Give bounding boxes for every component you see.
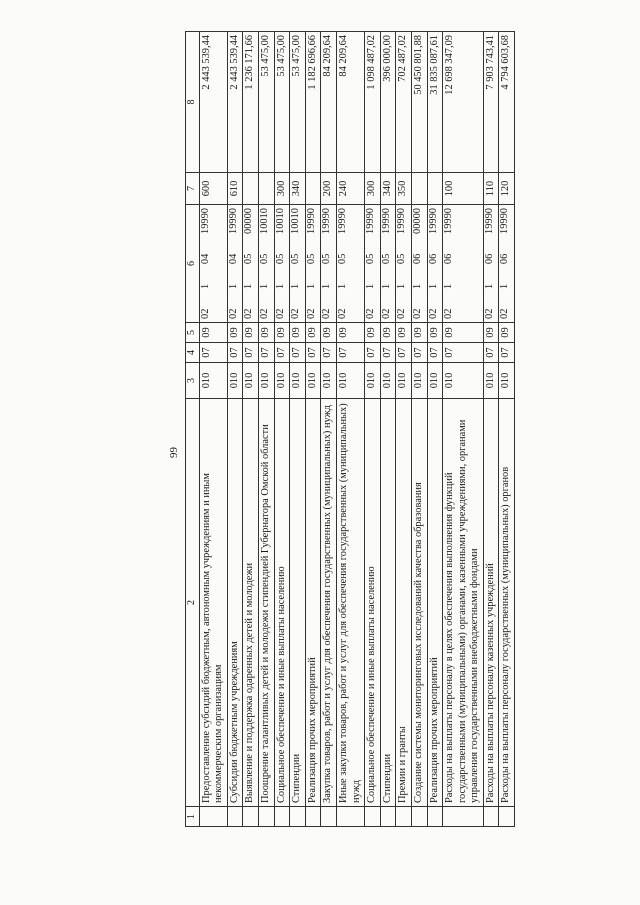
subsection-code-cell: 09: [443, 323, 484, 343]
target-article-part: 19990: [365, 208, 377, 234]
table-row: [243, 32, 259, 827]
target-article-part: 02: [290, 308, 302, 319]
section-code-cell: 07: [243, 343, 259, 363]
target-article-part: 02: [427, 308, 439, 319]
row-number-cell: [483, 807, 499, 827]
amount-cell: 7 903 743,41: [483, 32, 499, 173]
target-article-cell: [199, 205, 227, 323]
department-code-cell: 010: [305, 363, 321, 399]
target-article-cell: [321, 205, 337, 323]
header-cell: 3: [186, 363, 200, 399]
target-article-part: 1: [427, 283, 439, 289]
department-code-cell: 010: [396, 363, 412, 399]
target-article-part: 1: [290, 283, 302, 289]
row-number-cell: [258, 807, 274, 827]
section-code-cell: 07: [443, 343, 484, 363]
target-article-parts: [484, 205, 497, 322]
target-article-parts: [381, 205, 394, 322]
row-number-cell: [499, 807, 515, 827]
target-article-cell: [380, 205, 396, 323]
target-article-cell: [305, 205, 321, 323]
table-row: [396, 32, 412, 827]
section-code-cell: 07: [365, 343, 381, 363]
target-article-part: 1: [411, 283, 423, 289]
subsection-code-cell: 09: [396, 323, 412, 343]
target-article-part: 19990: [443, 208, 455, 234]
table-row: [427, 32, 443, 827]
expense-type-cell: 600: [199, 173, 227, 205]
target-article-part: 1: [336, 283, 348, 289]
row-number-cell: [243, 807, 259, 827]
table-row: [499, 32, 515, 827]
target-article-parts: [337, 205, 350, 322]
target-article-part: 1: [243, 283, 255, 289]
target-article-parts: [228, 205, 241, 322]
section-code-cell: 07: [305, 343, 321, 363]
target-article-part: 02: [499, 308, 511, 319]
target-article-part: 1: [365, 283, 377, 289]
row-number-cell: [443, 807, 484, 827]
expense-type-cell: 340: [290, 173, 306, 205]
target-article-part: 06: [483, 253, 495, 265]
row-number-cell: [321, 807, 337, 827]
subsection-code-cell: 09: [365, 323, 381, 343]
target-article-part: 19990: [321, 208, 333, 234]
amount-cell: 84 209,64: [321, 32, 337, 173]
department-code-cell: 010: [290, 363, 306, 399]
target-article-part: 02: [396, 308, 408, 319]
target-article-cell: [258, 205, 274, 323]
target-article-parts: [275, 205, 288, 322]
item-name-cell: Создание системы мониторинговых исследований качества образования: [411, 399, 427, 807]
expense-type-cell: 110: [483, 173, 499, 205]
target-article-part: 04: [227, 253, 239, 265]
table-row: [199, 32, 227, 827]
department-code-cell: 010: [443, 363, 484, 399]
section-code-cell: 07: [396, 343, 412, 363]
target-article-part: 19990: [483, 208, 495, 234]
target-article-parts: [499, 205, 512, 322]
target-article-part: 19990: [380, 208, 392, 234]
subsection-code-cell: 09: [411, 323, 427, 343]
amount-cell: 50 450 801,88: [411, 32, 427, 173]
item-name-cell: Расходы на выплаты персоналу казенных учреждений: [483, 399, 499, 807]
target-article-part: 10010: [290, 208, 302, 234]
table-row: [365, 32, 381, 827]
target-article-cell: [336, 205, 364, 323]
item-name-cell: Реализация прочих мероприятий: [305, 399, 321, 807]
target-article-parts: [443, 205, 456, 322]
header-cell: 7: [186, 173, 200, 205]
target-article-parts: [290, 205, 303, 322]
department-code-cell: 010: [199, 363, 227, 399]
item-name-cell: Расходы на выплаты персоналу в целях обеспечения выполнения функций государственными (муниципальными) органами, казенными учреждениями, органами управления государственными внебюджетными фондами: [443, 399, 484, 807]
table-row: [321, 32, 337, 827]
section-code-cell: 07: [321, 343, 337, 363]
target-article-part: 02: [380, 308, 392, 319]
expense-type-cell: 300: [274, 173, 290, 205]
amount-cell: 2 443 539,44: [199, 32, 227, 173]
target-article-part: 1: [258, 283, 270, 289]
row-number-cell: [336, 807, 364, 827]
subsection-code-cell: 09: [199, 323, 227, 343]
row-number-cell: [427, 807, 443, 827]
item-name-cell: Социальное обеспечение и иные выплаты населению: [274, 399, 290, 807]
target-article-part: 04: [199, 253, 211, 265]
department-code-cell: 010: [427, 363, 443, 399]
section-code-cell: 07: [227, 343, 243, 363]
item-name-cell: Поощрение талантливых детей и молодежи стипендией Губернатора Омской области: [258, 399, 274, 807]
target-article-part: 00000: [411, 208, 423, 234]
subsection-code-cell: 09: [227, 323, 243, 343]
target-article-part: 19990: [499, 208, 511, 234]
department-code-cell: 010: [321, 363, 337, 399]
item-name-cell: Выявление и поддержка одаренных детей и молодежи: [243, 399, 259, 807]
department-code-cell: 010: [380, 363, 396, 399]
target-article-cell: [365, 205, 381, 323]
section-code-cell: 07: [336, 343, 364, 363]
target-article-part: 02: [258, 308, 270, 319]
target-article-part: 1: [380, 283, 392, 289]
subsection-code-cell: 09: [427, 323, 443, 343]
header-cell: 8: [186, 32, 200, 173]
target-article-parts: [259, 205, 272, 322]
target-article-cell: [499, 205, 515, 323]
expense-type-cell: 100: [443, 173, 484, 205]
section-code-cell: 07: [258, 343, 274, 363]
subsection-code-cell: 09: [243, 323, 259, 343]
section-code-cell: 07: [274, 343, 290, 363]
row-number-cell: [290, 807, 306, 827]
target-article-part: 00000: [243, 208, 255, 234]
expense-type-cell: [305, 173, 321, 205]
target-article-parts: [365, 205, 378, 322]
target-article-cell: [427, 205, 443, 323]
item-name-cell: Предоставление субсидий бюджетным, автономным учреждениям и иным некоммерческим организациям: [199, 399, 227, 807]
target-article-part: 06: [443, 253, 455, 265]
header-row: [186, 32, 200, 827]
department-code-cell: 010: [274, 363, 290, 399]
table-row: [274, 32, 290, 827]
target-article-part: 1: [396, 283, 408, 289]
target-article-part: 02: [365, 308, 377, 319]
amount-cell: 53 475,00: [290, 32, 306, 173]
department-code-cell: 010: [365, 363, 381, 399]
target-article-cell: [443, 205, 484, 323]
department-code-cell: 010: [227, 363, 243, 399]
item-name-cell: Расходы на выплаты персоналу государственных (муниципальных) органов: [499, 399, 515, 807]
department-code-cell: 010: [336, 363, 364, 399]
expense-type-cell: 340: [380, 173, 396, 205]
target-article-part: 19990: [336, 208, 348, 234]
target-article-part: 06: [411, 253, 423, 265]
table-row: [380, 32, 396, 827]
target-article-parts: [412, 205, 425, 322]
header-cell: 2: [186, 399, 200, 807]
amount-cell: 1 098 487,02: [365, 32, 381, 173]
item-name-cell: Стипендии: [380, 399, 396, 807]
target-article-part: 02: [321, 308, 333, 319]
subsection-code-cell: 09: [305, 323, 321, 343]
expense-type-cell: 120: [499, 173, 515, 205]
target-article-part: 19990: [396, 208, 408, 234]
section-code-cell: 07: [290, 343, 306, 363]
subsection-code-cell: 09: [336, 323, 364, 343]
amount-cell: 4 794 603,68: [499, 32, 515, 173]
amount-cell: 702 487,02: [396, 32, 412, 173]
department-code-cell: 010: [243, 363, 259, 399]
amount-cell: 1 236 171,66: [243, 32, 259, 173]
header-cell: 1: [186, 807, 200, 827]
item-name-cell: Субсидии бюджетным учреждениям: [227, 399, 243, 807]
section-code-cell: 07: [380, 343, 396, 363]
section-code-cell: 07: [483, 343, 499, 363]
table-row: [305, 32, 321, 827]
item-name-cell: Реализация прочих мероприятий: [427, 399, 443, 807]
amount-cell: 396 000,00: [380, 32, 396, 173]
target-article-part: 1: [274, 283, 286, 289]
row-number-cell: [199, 807, 227, 827]
target-article-part: 02: [411, 308, 423, 319]
target-article-cell: [483, 205, 499, 323]
row-number-cell: [305, 807, 321, 827]
target-article-part: 05: [274, 253, 286, 265]
amount-cell: 12 698 347,09: [443, 32, 484, 173]
row-number-cell: [411, 807, 427, 827]
table-row: [290, 32, 306, 827]
row-number-cell: [227, 807, 243, 827]
item-name-cell: Социальное обеспечение и иные выплаты населению: [365, 399, 381, 807]
target-article-part: 06: [427, 253, 439, 265]
row-number-cell: [274, 807, 290, 827]
subsection-code-cell: 09: [380, 323, 396, 343]
expense-type-cell: [243, 173, 259, 205]
target-article-part: 05: [396, 253, 408, 265]
amount-cell: 1 182 696,66: [305, 32, 321, 173]
target-article-part: 06: [499, 253, 511, 265]
expense-type-cell: 240: [336, 173, 364, 205]
target-article-part: 05: [365, 253, 377, 265]
row-number-cell: [365, 807, 381, 827]
table-row: [227, 32, 243, 827]
department-code-cell: 010: [483, 363, 499, 399]
row-number-cell: [380, 807, 396, 827]
target-article-part: 02: [199, 308, 211, 319]
target-article-parts: [200, 205, 213, 322]
target-article-part: 05: [380, 253, 392, 265]
table-row: [411, 32, 427, 827]
target-article-part: 05: [258, 253, 270, 265]
target-article-part: 1: [227, 283, 239, 289]
department-code-cell: 010: [411, 363, 427, 399]
expense-type-cell: [258, 173, 274, 205]
section-code-cell: 07: [427, 343, 443, 363]
target-article-part: 19990: [227, 208, 239, 234]
page-number: 99: [168, 447, 180, 458]
amount-cell: 2 443 539,44: [227, 32, 243, 173]
target-article-part: 02: [443, 308, 455, 319]
amount-cell: 53 475,00: [274, 32, 290, 173]
expense-type-cell: 200: [321, 173, 337, 205]
section-code-cell: 07: [411, 343, 427, 363]
table-row: [336, 32, 364, 827]
expense-type-cell: 610: [227, 173, 243, 205]
target-article-part: 05: [290, 253, 302, 265]
table-row: [443, 32, 484, 827]
target-article-part: 1: [499, 283, 511, 289]
expense-type-cell: 350: [396, 173, 412, 205]
amount-cell: 84 209,64: [336, 32, 364, 173]
target-article-parts: [306, 205, 319, 322]
target-article-part: 02: [336, 308, 348, 319]
target-article-parts: [396, 205, 409, 322]
target-article-part: 02: [243, 308, 255, 319]
target-article-part: 1: [305, 283, 317, 289]
expense-type-cell: [427, 173, 443, 205]
header-cell: 6: [186, 205, 200, 323]
target-article-cell: [243, 205, 259, 323]
target-article-part: 02: [483, 308, 495, 319]
table-row: [258, 32, 274, 827]
amount-cell: 31 835 087,61: [427, 32, 443, 173]
subsection-code-cell: 09: [483, 323, 499, 343]
target-article-part: 02: [227, 308, 239, 319]
section-code-cell: 07: [499, 343, 515, 363]
target-article-part: 19990: [199, 208, 211, 234]
target-article-cell: [274, 205, 290, 323]
target-article-part: 02: [274, 308, 286, 319]
target-article-part: 05: [243, 253, 255, 265]
target-article-part: 1: [321, 283, 333, 289]
item-name-cell: Стипендии: [290, 399, 306, 807]
department-code-cell: 010: [499, 363, 515, 399]
target-article-part: 05: [305, 253, 317, 265]
expense-type-cell: [411, 173, 427, 205]
target-article-part: 19990: [427, 208, 439, 234]
header-cell: 4: [186, 343, 200, 363]
target-article-part: 05: [336, 253, 348, 265]
target-article-part: 10010: [258, 208, 270, 234]
target-article-part: 1: [483, 283, 495, 289]
subsection-code-cell: 09: [274, 323, 290, 343]
expense-type-cell: 300: [365, 173, 381, 205]
target-article-cell: [411, 205, 427, 323]
header-cell: 5: [186, 323, 200, 343]
item-name-cell: Иные закупки товаров, работ и услуг для обеспечения государственных (муниципальных) нужд: [336, 399, 364, 807]
target-article-part: 10010: [274, 208, 286, 234]
table-row: [483, 32, 499, 827]
item-name-cell: Закупка товаров, работ и услуг для обеспечения государственных (муниципальных) нужд: [321, 399, 337, 807]
target-article-part: 19990: [305, 208, 317, 234]
target-article-cell: [227, 205, 243, 323]
item-name-cell: Премии и гранты: [396, 399, 412, 807]
subsection-code-cell: 09: [290, 323, 306, 343]
subsection-code-cell: 09: [258, 323, 274, 343]
target-article-parts: [321, 205, 334, 322]
target-article-part: 02: [305, 308, 317, 319]
target-article-part: 1: [443, 283, 455, 289]
target-article-parts: [243, 205, 256, 322]
target-article-cell: [290, 205, 306, 323]
target-article-part: 05: [321, 253, 333, 265]
subsection-code-cell: 09: [321, 323, 337, 343]
row-number-cell: [396, 807, 412, 827]
subsection-code-cell: 09: [499, 323, 515, 343]
target-article-part: 1: [199, 283, 211, 289]
section-code-cell: 07: [199, 343, 227, 363]
target-article-cell: [396, 205, 412, 323]
target-article-parts: [428, 205, 441, 322]
budget-table: [185, 31, 515, 827]
amount-cell: 53 475,00: [258, 32, 274, 173]
department-code-cell: 010: [258, 363, 274, 399]
